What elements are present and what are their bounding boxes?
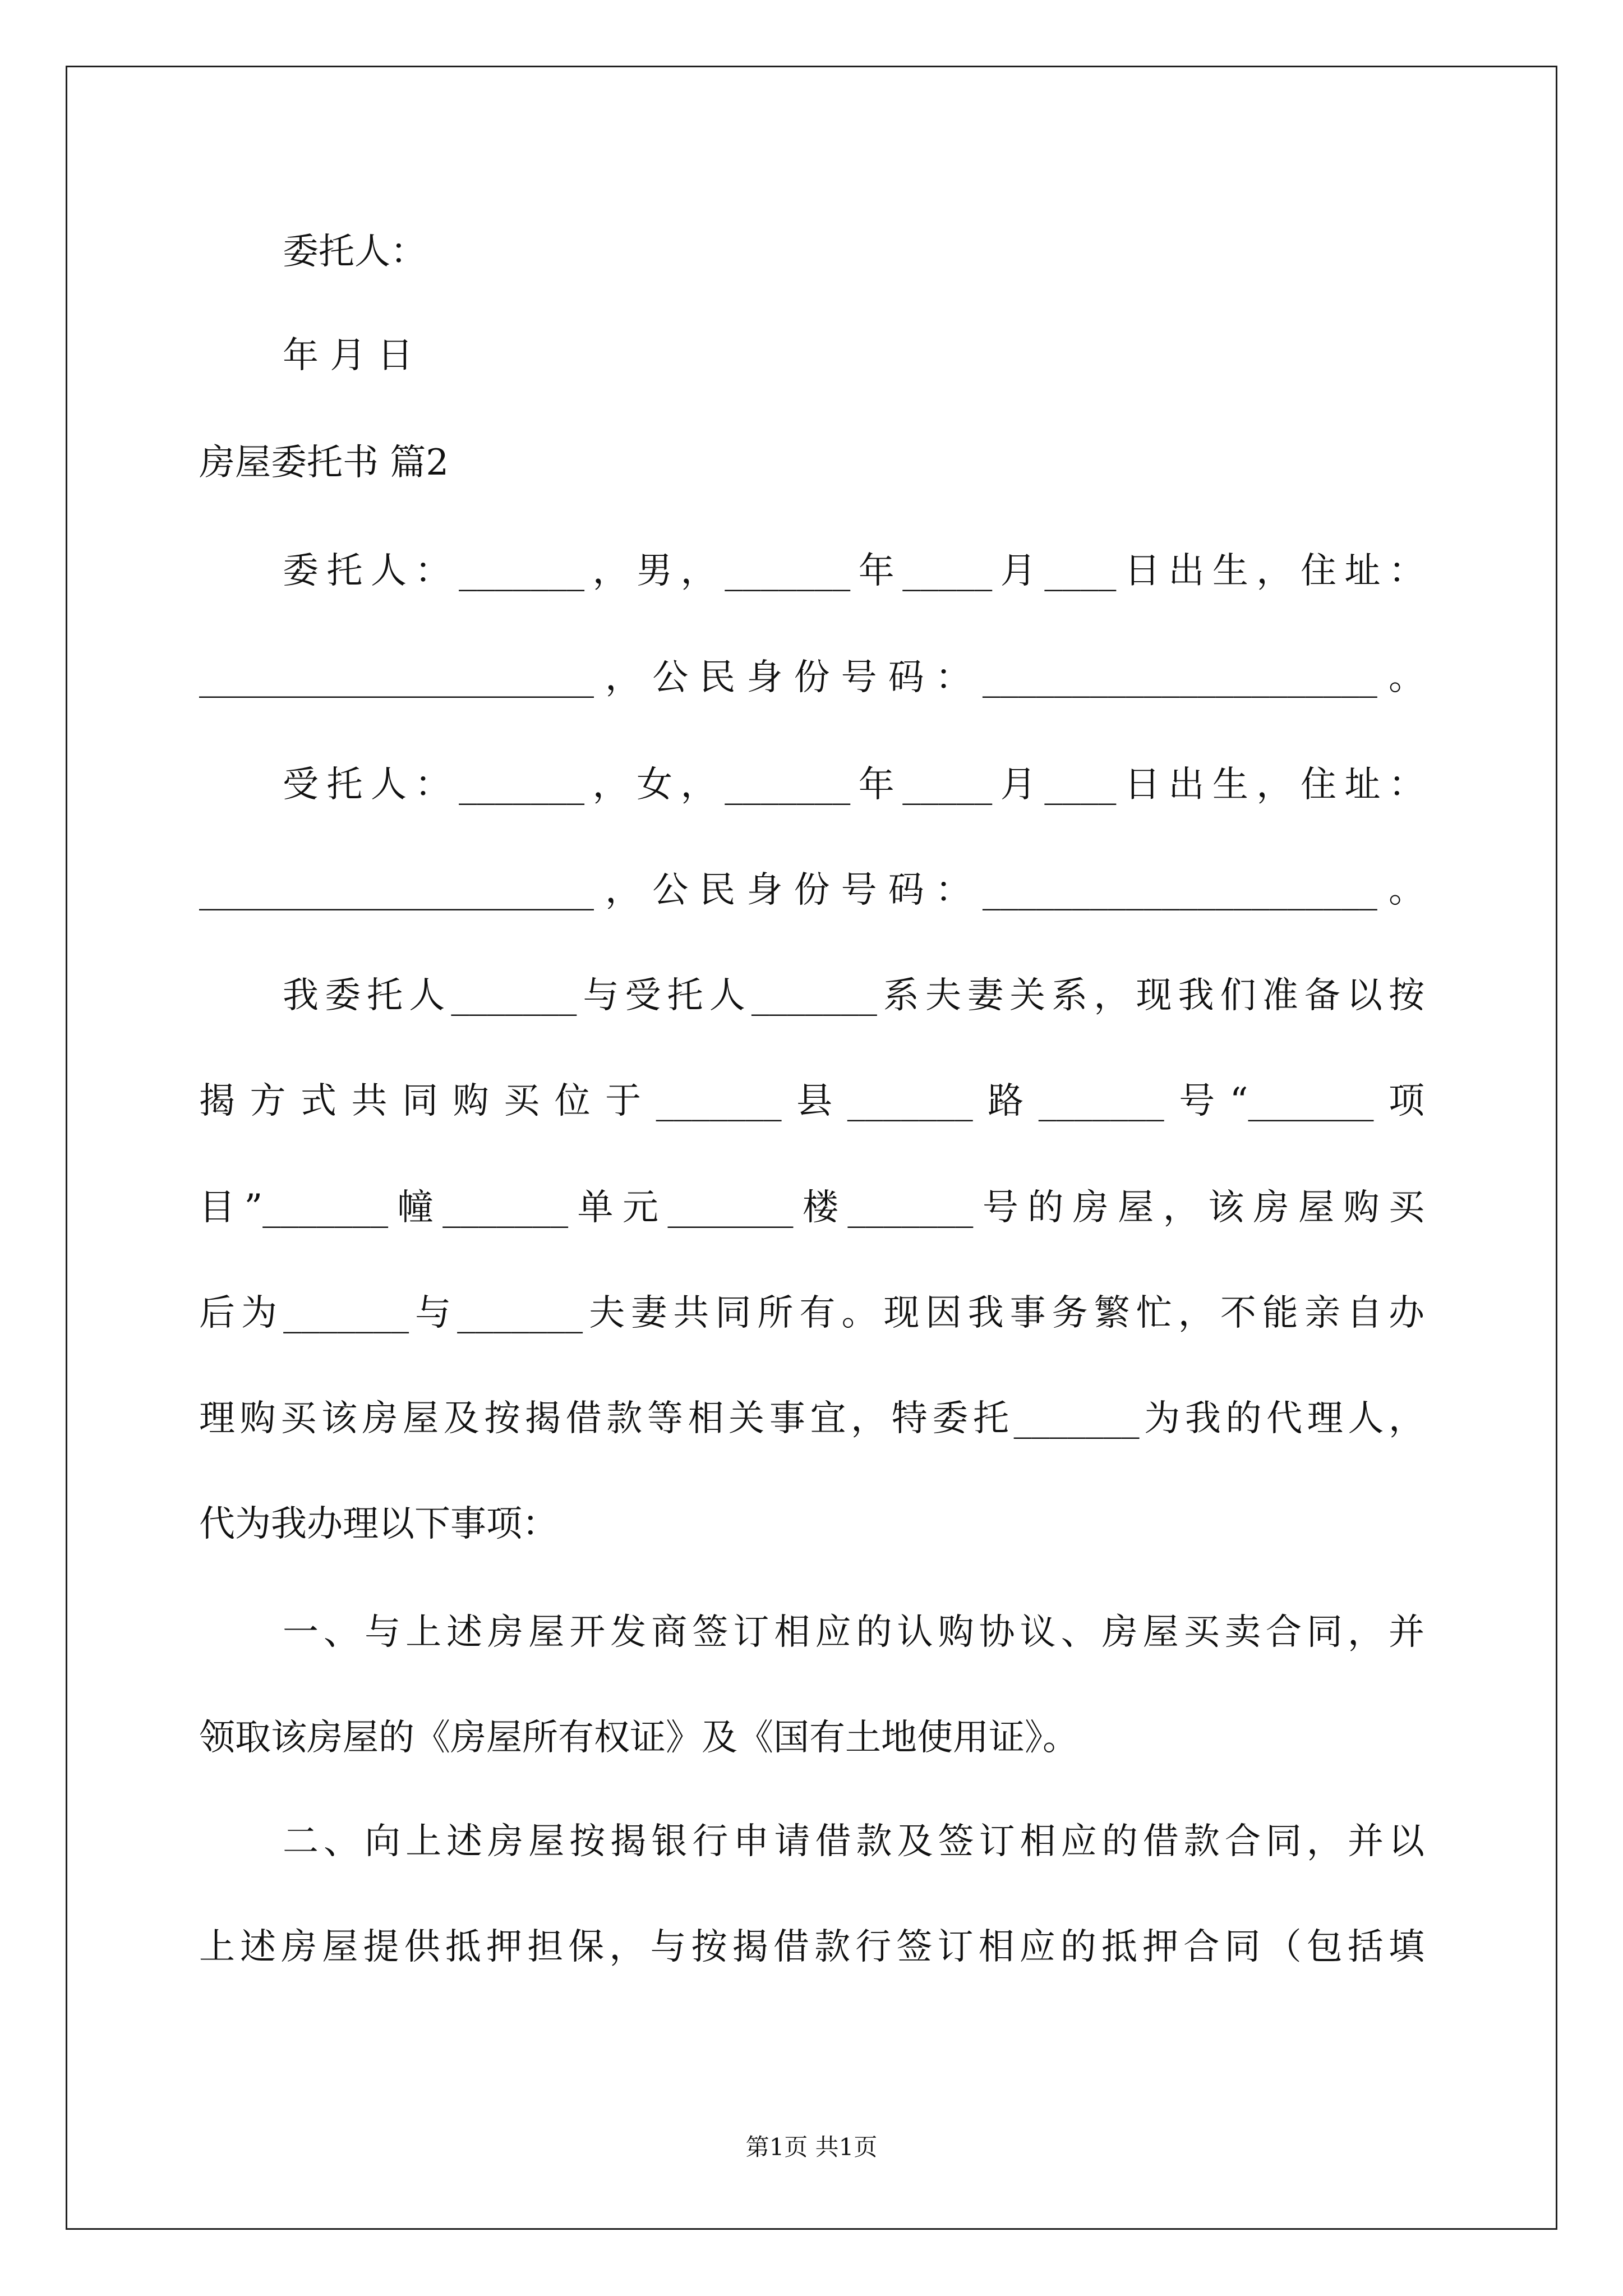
body-paragraph-line: 后为_______与_______夫妻共同所有。现因我事务繁忙，不能亲自办 (199, 1292, 1424, 1334)
body-paragraph-line: 目”_______幢_______单元_______楼_______号的房屋，该房屋购买 (199, 1187, 1424, 1228)
section-title: 房屋委托书 篇2 (199, 442, 449, 484)
principal-id: ______________________，公民身份号码：______________________。 (199, 657, 1424, 698)
page-border (66, 66, 1557, 2230)
principal-info: 委托人：_______，男，_______年_____月____日出生，住址： (283, 550, 1424, 592)
date-line: 年 月 日 (283, 335, 413, 376)
page-number: 第1页 共1页 (745, 2133, 878, 2161)
principal-label: 委托人： (283, 231, 426, 273)
item-one-line: 一、与上述房屋开发商签订相应的认购协议、房屋买卖合同，并 (283, 1612, 1424, 1653)
body-paragraph-line: 揭方式共同购买位于_______县_______路_______号“_______项 (199, 1080, 1424, 1122)
agent-info: 受托人：_______，女，_______年_____月____日出生，住址： (283, 764, 1424, 806)
agent-id: ______________________，公民身份号码：______________________。 (199, 869, 1424, 911)
item-two-line: 上述房屋提供抵押担保，与按揭借款行签订相应的抵押合同（包括填 (199, 1926, 1424, 1968)
item-two-line: 二、向上述房屋按揭银行申请借款及签订相应的借款合同，并以 (283, 1821, 1424, 1862)
item-one-line: 领取该房屋的《房屋所有权证》及《国有土地使用证》。 (199, 1717, 1078, 1759)
body-paragraph-line: 我委托人_______与受托人_______系夫妻关系，现我们准备以按 (283, 975, 1424, 1016)
body-paragraph-line: 理购买该房屋及按揭借款等相关事宜，特委托_______为我的代理人， (199, 1398, 1424, 1439)
body-paragraph-line: 代为我办理以下事项： (199, 1503, 558, 1545)
